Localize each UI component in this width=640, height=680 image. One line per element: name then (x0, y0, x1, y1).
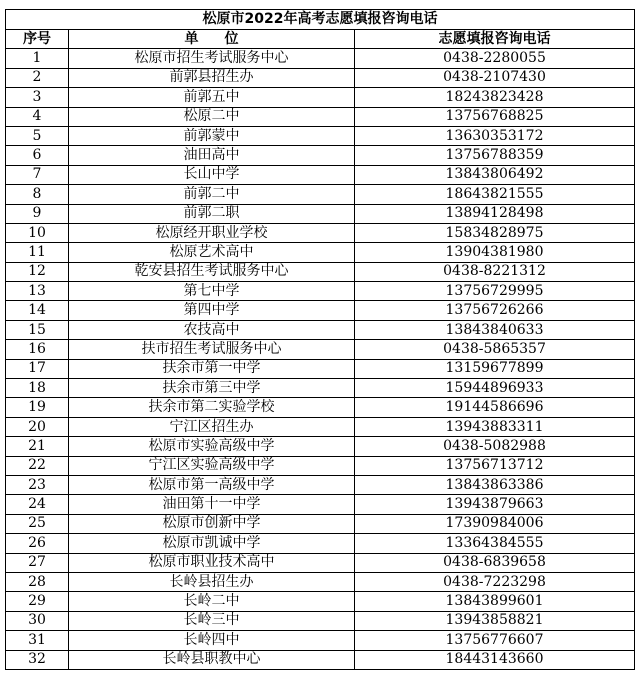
table-row (6, 107, 635, 126)
row-unit: 第七中学 (69, 282, 355, 301)
table-row (6, 262, 635, 281)
row-number: 8 (6, 185, 69, 204)
table-row (6, 204, 635, 223)
row-unit: 乾安县招生考试服务中心 (69, 262, 355, 281)
row-phone: 13630353172 (355, 126, 635, 145)
header-unit: 单位 (69, 30, 355, 49)
row-number: 27 (6, 553, 69, 572)
row-number: 16 (6, 340, 69, 359)
row-number: 15 (6, 320, 69, 339)
table-row (6, 359, 635, 378)
row-unit: 前郭蒙中 (69, 126, 355, 145)
table-row (6, 514, 635, 533)
row-unit: 长岭三中 (69, 611, 355, 630)
table-row (6, 456, 635, 475)
row-number: 10 (6, 223, 69, 242)
row-number: 23 (6, 475, 69, 494)
row-phone: 13904381980 (355, 243, 635, 262)
table-row (6, 437, 635, 456)
table-row (6, 340, 635, 359)
title-row (6, 10, 635, 30)
row-unit: 前郭二中 (69, 185, 355, 204)
row-unit: 松原市凯诚中学 (69, 534, 355, 553)
table-row (6, 572, 635, 591)
table-row (6, 185, 635, 204)
row-phone: 15834828975 (355, 223, 635, 242)
row-unit: 长岭县招生办 (69, 572, 355, 591)
table-row (6, 592, 635, 611)
row-number: 17 (6, 359, 69, 378)
row-number: 20 (6, 417, 69, 436)
row-number: 21 (6, 437, 69, 456)
header-phone: 志愿填报咨询电话 (355, 30, 635, 49)
row-number: 19 (6, 398, 69, 417)
header-no: 序号 (6, 30, 69, 49)
table-row (6, 611, 635, 630)
row-number: 18 (6, 379, 69, 398)
table-row (6, 165, 635, 184)
row-phone: 0438-8221312 (355, 262, 635, 281)
row-unit: 松原市招生考试服务中心 (69, 49, 355, 68)
row-number: 25 (6, 514, 69, 533)
row-number: 24 (6, 495, 69, 514)
row-phone: 0438-6839658 (355, 553, 635, 572)
row-phone: 15944896933 (355, 379, 635, 398)
row-unit: 扶市招生考试服务中心 (69, 340, 355, 359)
row-number: 3 (6, 88, 69, 107)
row-number: 9 (6, 204, 69, 223)
row-phone: 18643821555 (355, 185, 635, 204)
row-unit: 松原艺术高中 (69, 243, 355, 262)
table-row (6, 68, 635, 87)
row-phone: 0438-7223298 (355, 572, 635, 591)
row-number: 28 (6, 572, 69, 591)
table-row (6, 146, 635, 165)
row-unit: 前郭五中 (69, 88, 355, 107)
row-phone: 13943879663 (355, 495, 635, 514)
table-row (6, 88, 635, 107)
row-unit: 第四中学 (69, 301, 355, 320)
row-phone: 13843899601 (355, 592, 635, 611)
row-phone: 18443143660 (355, 650, 635, 669)
row-unit: 长岭二中 (69, 592, 355, 611)
row-unit: 松原市第一高级中学 (69, 475, 355, 494)
row-unit: 松原经开职业学校 (69, 223, 355, 242)
row-phone: 13756729995 (355, 282, 635, 301)
row-phone: 13159677899 (355, 359, 635, 378)
row-number: 14 (6, 301, 69, 320)
table-row (6, 650, 635, 669)
row-number: 29 (6, 592, 69, 611)
table-row (6, 495, 635, 514)
row-number: 31 (6, 631, 69, 650)
table-row (6, 475, 635, 494)
row-phone: 13756713712 (355, 456, 635, 475)
row-number: 22 (6, 456, 69, 475)
row-unit: 长岭县职教中心 (69, 650, 355, 669)
row-unit: 油田第十一中学 (69, 495, 355, 514)
row-unit: 松原二中 (69, 107, 355, 126)
row-number: 11 (6, 243, 69, 262)
row-phone: 13943858821 (355, 611, 635, 630)
row-phone: 17390984006 (355, 514, 635, 533)
phone-directory-table (5, 9, 635, 670)
row-unit: 前郭二职 (69, 204, 355, 223)
table-row (6, 243, 635, 262)
row-number: 2 (6, 68, 69, 87)
row-phone: 13843840633 (355, 320, 635, 339)
table-row (6, 553, 635, 572)
table-row (6, 379, 635, 398)
row-phone: 13843863386 (355, 475, 635, 494)
row-number: 7 (6, 165, 69, 184)
row-phone: 13756776607 (355, 631, 635, 650)
row-number: 26 (6, 534, 69, 553)
row-number: 13 (6, 282, 69, 301)
header-row (6, 30, 635, 49)
row-number: 32 (6, 650, 69, 669)
row-phone: 0438-2107430 (355, 68, 635, 87)
row-unit: 宁江区实验高级中学 (69, 456, 355, 475)
table-row (6, 223, 635, 242)
row-unit: 松原市创新中学 (69, 514, 355, 533)
row-unit: 扶余市第一中学 (69, 359, 355, 378)
row-number: 30 (6, 611, 69, 630)
row-unit: 农技高中 (69, 320, 355, 339)
row-unit: 油田高中 (69, 146, 355, 165)
row-phone: 0438-2280055 (355, 49, 635, 68)
row-unit: 扶余市第三中学 (69, 379, 355, 398)
table-title: 松原市2022年高考志愿填报咨询电话 (6, 10, 635, 30)
row-number: 5 (6, 126, 69, 145)
phone-directory-sheet (5, 9, 634, 670)
table-row (6, 417, 635, 436)
row-phone: 13756788359 (355, 146, 635, 165)
row-unit: 松原市实验高级中学 (69, 437, 355, 456)
row-unit: 宁江区招生办 (69, 417, 355, 436)
table-row (6, 398, 635, 417)
row-phone: 13943883311 (355, 417, 635, 436)
table-row (6, 631, 635, 650)
table-row (6, 301, 635, 320)
row-phone: 13756768825 (355, 107, 635, 126)
table-row (6, 126, 635, 145)
row-number: 6 (6, 146, 69, 165)
row-phone: 19144586696 (355, 398, 635, 417)
row-unit: 长山中学 (69, 165, 355, 184)
table-row (6, 320, 635, 339)
row-unit: 前郭县招生办 (69, 68, 355, 87)
row-number: 4 (6, 107, 69, 126)
row-phone: 13756726266 (355, 301, 635, 320)
row-phone: 13843806492 (355, 165, 635, 184)
row-phone: 0438-5082988 (355, 437, 635, 456)
row-phone: 0438-5865357 (355, 340, 635, 359)
table-row (6, 534, 635, 553)
row-phone: 18243823428 (355, 88, 635, 107)
row-unit: 扶余市第二实验学校 (69, 398, 355, 417)
row-number: 12 (6, 262, 69, 281)
table-row (6, 49, 635, 68)
row-unit: 松原市职业技术高中 (69, 553, 355, 572)
row-phone: 13894128498 (355, 204, 635, 223)
row-phone: 13364384555 (355, 534, 635, 553)
table-body (6, 49, 635, 670)
table-row (6, 282, 635, 301)
row-unit: 长岭四中 (69, 631, 355, 650)
row-number: 1 (6, 49, 69, 68)
